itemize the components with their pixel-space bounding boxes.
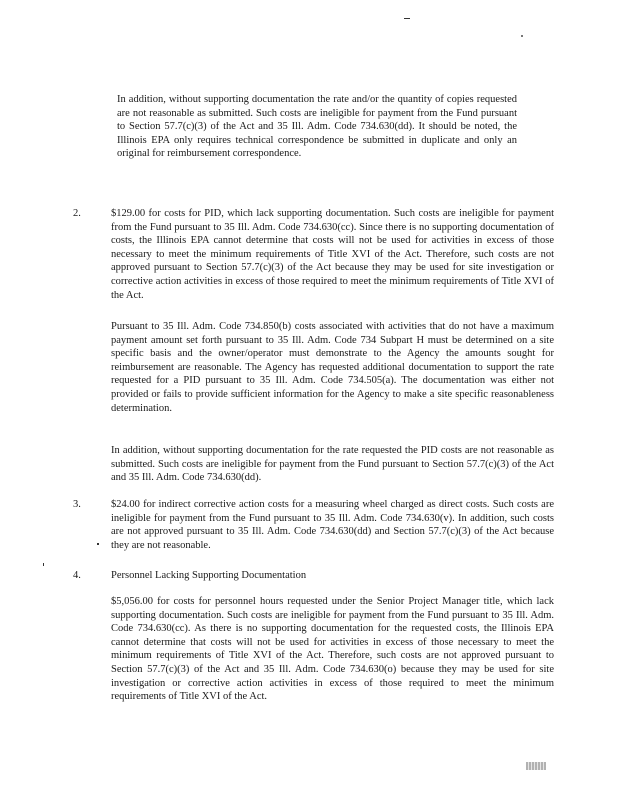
scan-mark xyxy=(43,563,44,566)
item-3-paragraph: $24.00 for indirect corrective action costs for a measuring wheel charged as direct costs. Such costs are ineligible for payment from the Fund pursuant to 35 Ill. Adm. Code 734.630(v). In addition, such costs are not approved pursuant to 35 Ill. Adm. Code 734.630(dd) and Section 57.7(c)(3) of the Act because they are not reasonable. xyxy=(111,499,554,551)
item-number-4: 4. xyxy=(73,570,81,581)
scan-mark xyxy=(404,18,410,19)
item-2-paragraph-3: In addition, without supporting documentation for the rate requested the PID costs are not reasonable as submitted. Such costs are ineligible for payment from the Fund pursuant to Section 57.7(c)(3) of the Act and 35 Ill. Adm. Code 734.630(dd). xyxy=(111,445,554,484)
item-number-2: 2. xyxy=(73,208,81,219)
intro-paragraph: In addition, without supporting documentation the rate and/or the quantity of copies requested are not reasonable as submitted. Such costs are ineligible for payment from the Fund pursuant to Section 57.7(c)(3) of the Act and 35 Ill. Adm. Code 734.630(dd). It should be noted, the Illinois EPA only requires technical correspondence be submitted in duplicate and only an original for reimbursement correspondence. xyxy=(117,94,517,160)
item-4-paragraph: $5,056.00 for costs for personnel hours requested under the Senior Project Manager title, which lack supporting documentation. Such costs are ineligible for payment from the Fund pursuant to 35 Ill. Adm. Code 734.630(cc). As there is no supporting documentation for the requested costs, the Illinois EPA cannot determine that costs will not be used for activities in excess of those necessary to meet the minimum requirements of Title XVI of the Act. Therefore, such costs are not approved pursuant to Section 57.7(c)(3) of the Act and 35 Ill. Adm. Code 734.630(o) because they may be used for site investigation or corrective action activities in excess of those required to meet the minimum requirements of Title XVI of the Act. xyxy=(111,596,554,703)
scan-mark xyxy=(97,543,99,545)
page-stamp-mark xyxy=(526,762,546,770)
item-2-paragraph-1: $129.00 for costs for PID, which lack supporting documentation. Such costs are ineligible for payment from the Fund pursuant to 35 Ill. Adm. Code 734.630(cc). Since there is no supporting documentation of costs, the Illinois EPA cannot determine that costs will not be used for activities in excess of those necessary to meet the minimum requirements of Title XVI of the Act. Therefore, such costs are not approved pursuant to Section 57.7(c)(3) of the Act because they may be used for site investigation or corrective action activities in excess of those required to meet the minimum requirements of Title XVI of the Act. xyxy=(111,208,554,301)
item-number-3: 3. xyxy=(73,499,81,510)
item-4-heading: Personnel Lacking Supporting Documentation xyxy=(111,570,307,581)
item-2-paragraph-2: Pursuant to 35 Ill. Adm. Code 734.850(b) costs associated with activities that do not have a maximum payment amount set forth pursuant to 35 Ill. Adm. Code 734 Subpart H must be determined on a site specific basis and the owner/operator must demonstrate to the Agency the amounts sought for reimbursement are reasonable. The Agency has requested additional documentation to support the rate requested for a PID pursuant to 35 Ill. Adm. Code 734.505(a). The documentation was either not provided or fails to provide sufficient information for the Agency to make a site specific reasonableness determination. xyxy=(111,321,554,414)
scan-mark xyxy=(521,35,523,37)
